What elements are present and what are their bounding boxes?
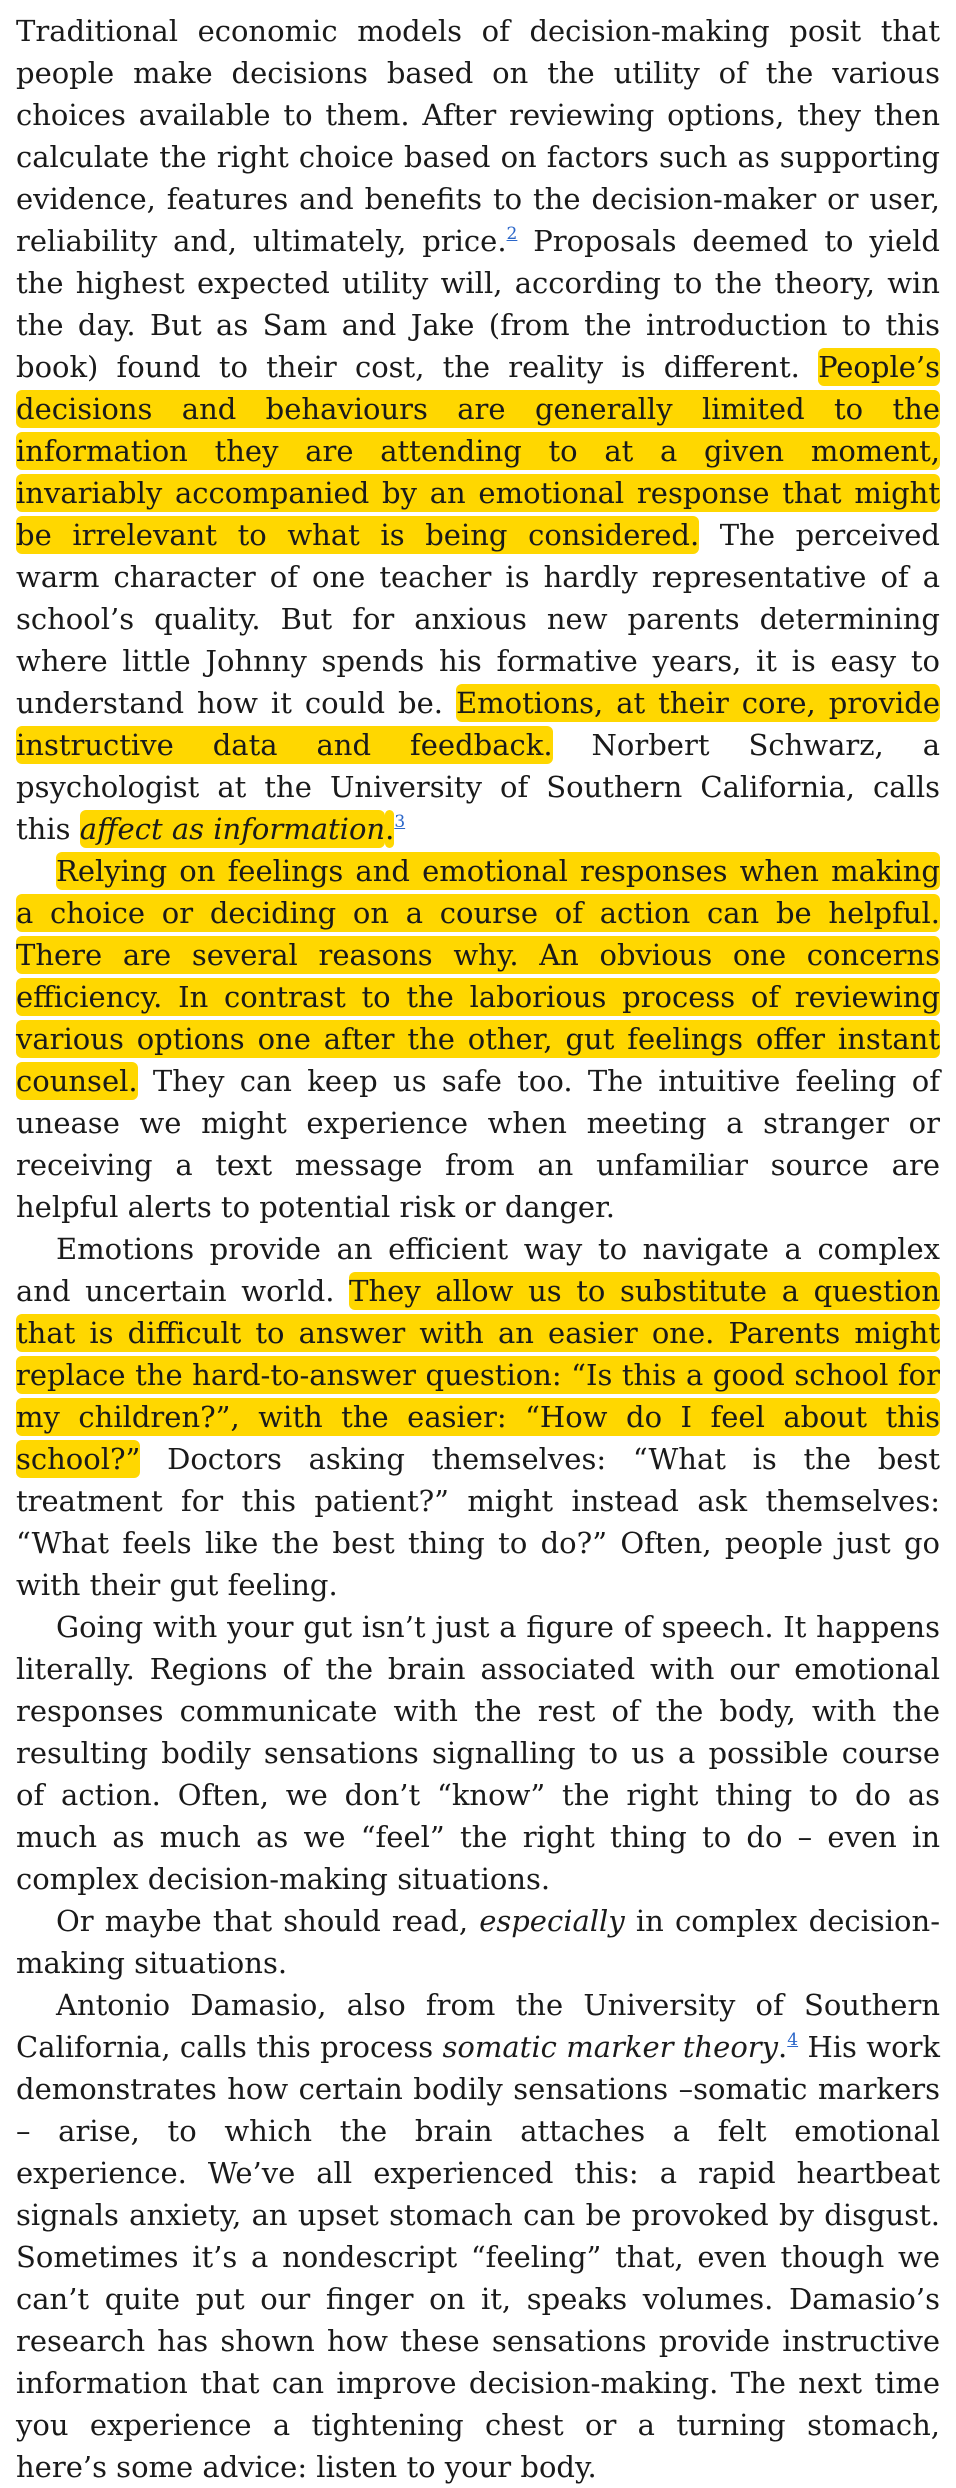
text-run: The perceived warm character of one teacher is hardly representative of a school’s quality. But for anxious new parents determining where little Johnny spends his formative years, it is easy to understand how it could be. bbox=[16, 518, 940, 720]
text-run: Traditional economic models of decision-making posit that people make decisions based on the utility of the various choices available to them. After reviewing options, they then calculate the right choice based on factors such as supporting evidence, features and benefits to the decision-maker or user, reliability and, ultimately, price. bbox=[16, 14, 940, 258]
text-run: . bbox=[778, 2030, 788, 2064]
text-run: Proposals deemed to yield the highest expected utility will, according to the theory, win the day. But as Sam and Jake (from the introduction to this book) found to their cost, the reality is different. bbox=[16, 224, 940, 384]
highlighted-text: They allow us to substitute a question that is difficult to answer with an easier one. Parents might replace the hard-to-answer question: “Is this a good school for my children?”, with the easier: “How do I feel about this school?” bbox=[16, 1274, 940, 1476]
footnote-link[interactable]: 3 bbox=[394, 812, 406, 832]
text-body bbox=[16, 10, 940, 2488]
highlighted-text: . bbox=[385, 812, 395, 846]
text-run: They can keep us safe too. The intuitive feeling of unease we might experience when meeting a stranger or receiving a text message from an unfamiliar source are helpful alerts to potential risk or danger. bbox=[16, 1064, 940, 1224]
highlighted-text: Emotions, at their core, provide instructive data and feedback. bbox=[16, 686, 940, 762]
highlighted-italic-term: affect as information bbox=[79, 812, 386, 846]
footnote-link[interactable]: 4 bbox=[787, 2030, 799, 2050]
paragraph bbox=[16, 10, 940, 850]
text-run: Norbert Schwarz, a psychologist at the University of Southern California, calls this bbox=[16, 728, 940, 846]
paragraph bbox=[16, 1606, 940, 1900]
text-run: Doctors asking themselves: “What is the best treatment for this patient?” might instead ask themselves: “What feels like the best thing to do?” Often, people just go with their gut feeling. bbox=[16, 1442, 940, 1602]
footnote-link[interactable]: 2 bbox=[506, 224, 518, 244]
text-run: Going with your gut isn’t just a figure of speech. It happens literally. Regions of the brain associated with our emotional responses communicate with the rest of the body, with the resulting bodily sensations signalling to us a possible course of action. Often, we don’t “know” the right thing to do as much as much as we “feel” the right thing to do – even in complex decision-making situations. bbox=[16, 1610, 940, 1896]
text-run: His work demonstrates how certain bodily sensations –somatic markers – arise, to which the brain attaches a felt emotional experience. We’ve all experienced this: a rapid heartbeat signals anxiety, an upset stomach can be provoked by disgust. Sometimes it’s a nondescript “feeling” that, even though we can’t quite put our finger on it, speaks volumes. Damasio’s research has shown how these sensations provide instructive information that can improve decision-making. The next time you experience a tightening chest or a turning stomach, here’s some advice: listen to your body. bbox=[16, 2030, 940, 2484]
highlighted-text: People’s decisions and behaviours are generally limited to the information they are attending to at a given moment, invariably accompanied by an emotional response that might be irrelevant to what is being considered. bbox=[16, 350, 940, 552]
text-run: in complex decision-making situations. bbox=[16, 1904, 940, 1980]
text-run: Antonio Damasio, also from the University of Southern California, calls this process bbox=[16, 1988, 940, 2064]
paragraph bbox=[16, 1900, 940, 1984]
text-run: Emotions provide an efficient way to navigate a complex and uncertain world. bbox=[16, 1232, 940, 1308]
text-run: Or maybe that should read, bbox=[56, 1904, 480, 1938]
highlighted-text: Relying on feelings and emotional responses when making a choice or deciding on a course of action can be helpful. There are several reasons why. An obvious one concerns efficiency. In contrast to the laborious process of reviewing various options one after the other, gut feelings offer instant counsel. bbox=[16, 854, 940, 1098]
paragraph bbox=[16, 850, 940, 1228]
italic-term: especially bbox=[479, 1904, 625, 1938]
paragraph bbox=[16, 1228, 940, 1606]
paragraph bbox=[16, 1984, 940, 2488]
italic-term: somatic marker theory bbox=[442, 2030, 779, 2064]
